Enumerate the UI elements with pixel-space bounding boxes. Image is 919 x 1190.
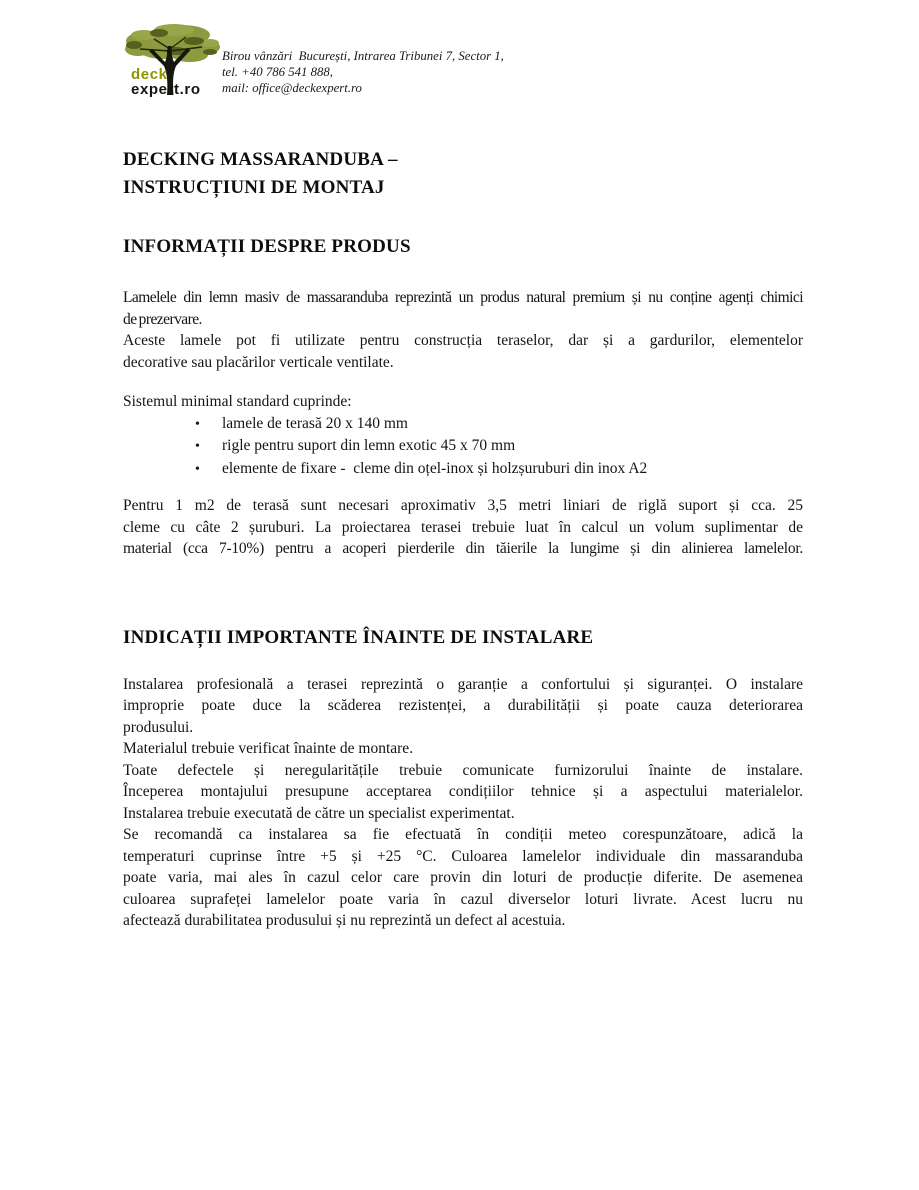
text-line: Aceste lamele pot fi utilizate pentru construcția teraselor, dar și a gardurilor, elementelor <box>123 332 803 349</box>
bullet-text: rigle pentru suport din lemn exotic 45 x 70 mm <box>222 437 516 454</box>
text-line: afectează durabilitatea produsului și nu reprezintă un defect al acestuia. <box>123 912 566 929</box>
text-line: Pentru 1 m2 de terasă sunt necesari aproximativ 3,5 metri liniari de riglă suport și cca. 25 <box>123 497 803 514</box>
document-title <box>123 146 803 202</box>
list-intro: Sistemul minimal standard cuprinde: <box>123 393 352 410</box>
bullet-dot-icon: • <box>195 439 200 454</box>
document-body <box>123 0 803 932</box>
text-line: Toate defectele și neregularitățile trebuie comunicate furnizorului înainte de instalare. <box>123 761 803 779</box>
text-line: culoarea suprafeței lamelelor poate varia în cazul diverselor loturi livrate. Acest lucru nu <box>123 890 803 908</box>
contact-address-line: Birou vânzări București, Intrarea Tribunei 7, Sector 1, <box>222 49 504 63</box>
title-line: INSTRUCȚIUNI DE MONTAJ <box>123 177 385 198</box>
text-line: produsului. <box>123 718 194 736</box>
logo-word-deck: deck <box>131 66 168 83</box>
paragraph-quantities <box>123 495 803 560</box>
text-line: Materialul trebuie verificat înainte de montare. <box>123 740 414 757</box>
text-line: cleme cu câte 2 șuruburi. La proiectarea terasei trebuie luat în calcul un volum suplimentar de <box>123 518 803 536</box>
bullet-text: lamele de terasă 20 x 140 mm <box>222 414 408 432</box>
paragraph-installation-indications <box>123 674 803 932</box>
title-line: DECKING MASSARANDUBA – <box>123 149 398 170</box>
bullet-item <box>123 435 803 458</box>
text-line: Începerea montajului presupune acceptarea condițiilor tehnice și a aspectului materialelor. <box>123 783 803 800</box>
contact-email-line: mail: office@deckexpert.ro <box>222 81 362 96</box>
contact-phone-line: tel. +40 786 541 888, <box>222 65 334 80</box>
text-line: improprie poate duce la scăderea rezistenței, a durabilității și poate cauza deteriorarea <box>123 697 803 714</box>
text-line: poate varia, mai ales în cazul celor care provin din loturi de producție diferite. De asemenea <box>123 869 803 886</box>
paragraph-product-intro <box>123 287 803 373</box>
logo-word-expert: expert.ro <box>131 81 201 98</box>
bullet-dot-icon: • <box>195 416 200 432</box>
text-line: Lamelele din lemn masiv de massaranduba reprezintă un produs natural premium și nu conține agenți chimici <box>123 289 803 306</box>
bullet-dot-icon: • <box>195 461 200 477</box>
bullet-text: elemente de fixare - cleme din oțel-inox și holzșuruburi din inox A2 <box>222 459 648 477</box>
section-heading-important-indications: INDICAȚII IMPORTANTE ÎNAINTE DE INSTALARE <box>123 626 594 648</box>
text-line: Se recomandă ca instalarea sa fie efectuată în condiții meteo corespunzătoare, adică la <box>123 826 803 843</box>
text-line: de prezervare. <box>123 310 202 328</box>
text-line: material (cca 7-10%) pentru a acoperi pierderile din tăierile la lungime și din alinierea lamelelor. <box>123 540 803 557</box>
text-line: decorative sau placărilor verticale ventilate. <box>123 353 394 371</box>
text-line: Instalarea profesională a terasei reprezintă o garanție a confortului și siguranței. O instalare <box>123 675 803 693</box>
text-line: Instalarea trebuie executată de către un specialist experimentat. <box>123 804 515 822</box>
bullet-item <box>123 458 803 481</box>
text-line: temperaturi cuprinse între +5 și +25 °C. Culoarea lamelelor individuale din massaranduba <box>123 847 803 865</box>
bullet-item <box>123 413 803 436</box>
section-heading-product-info: INFORMAȚII DESPRE PRODUS <box>123 236 411 257</box>
minimal-system-list <box>123 391 803 480</box>
